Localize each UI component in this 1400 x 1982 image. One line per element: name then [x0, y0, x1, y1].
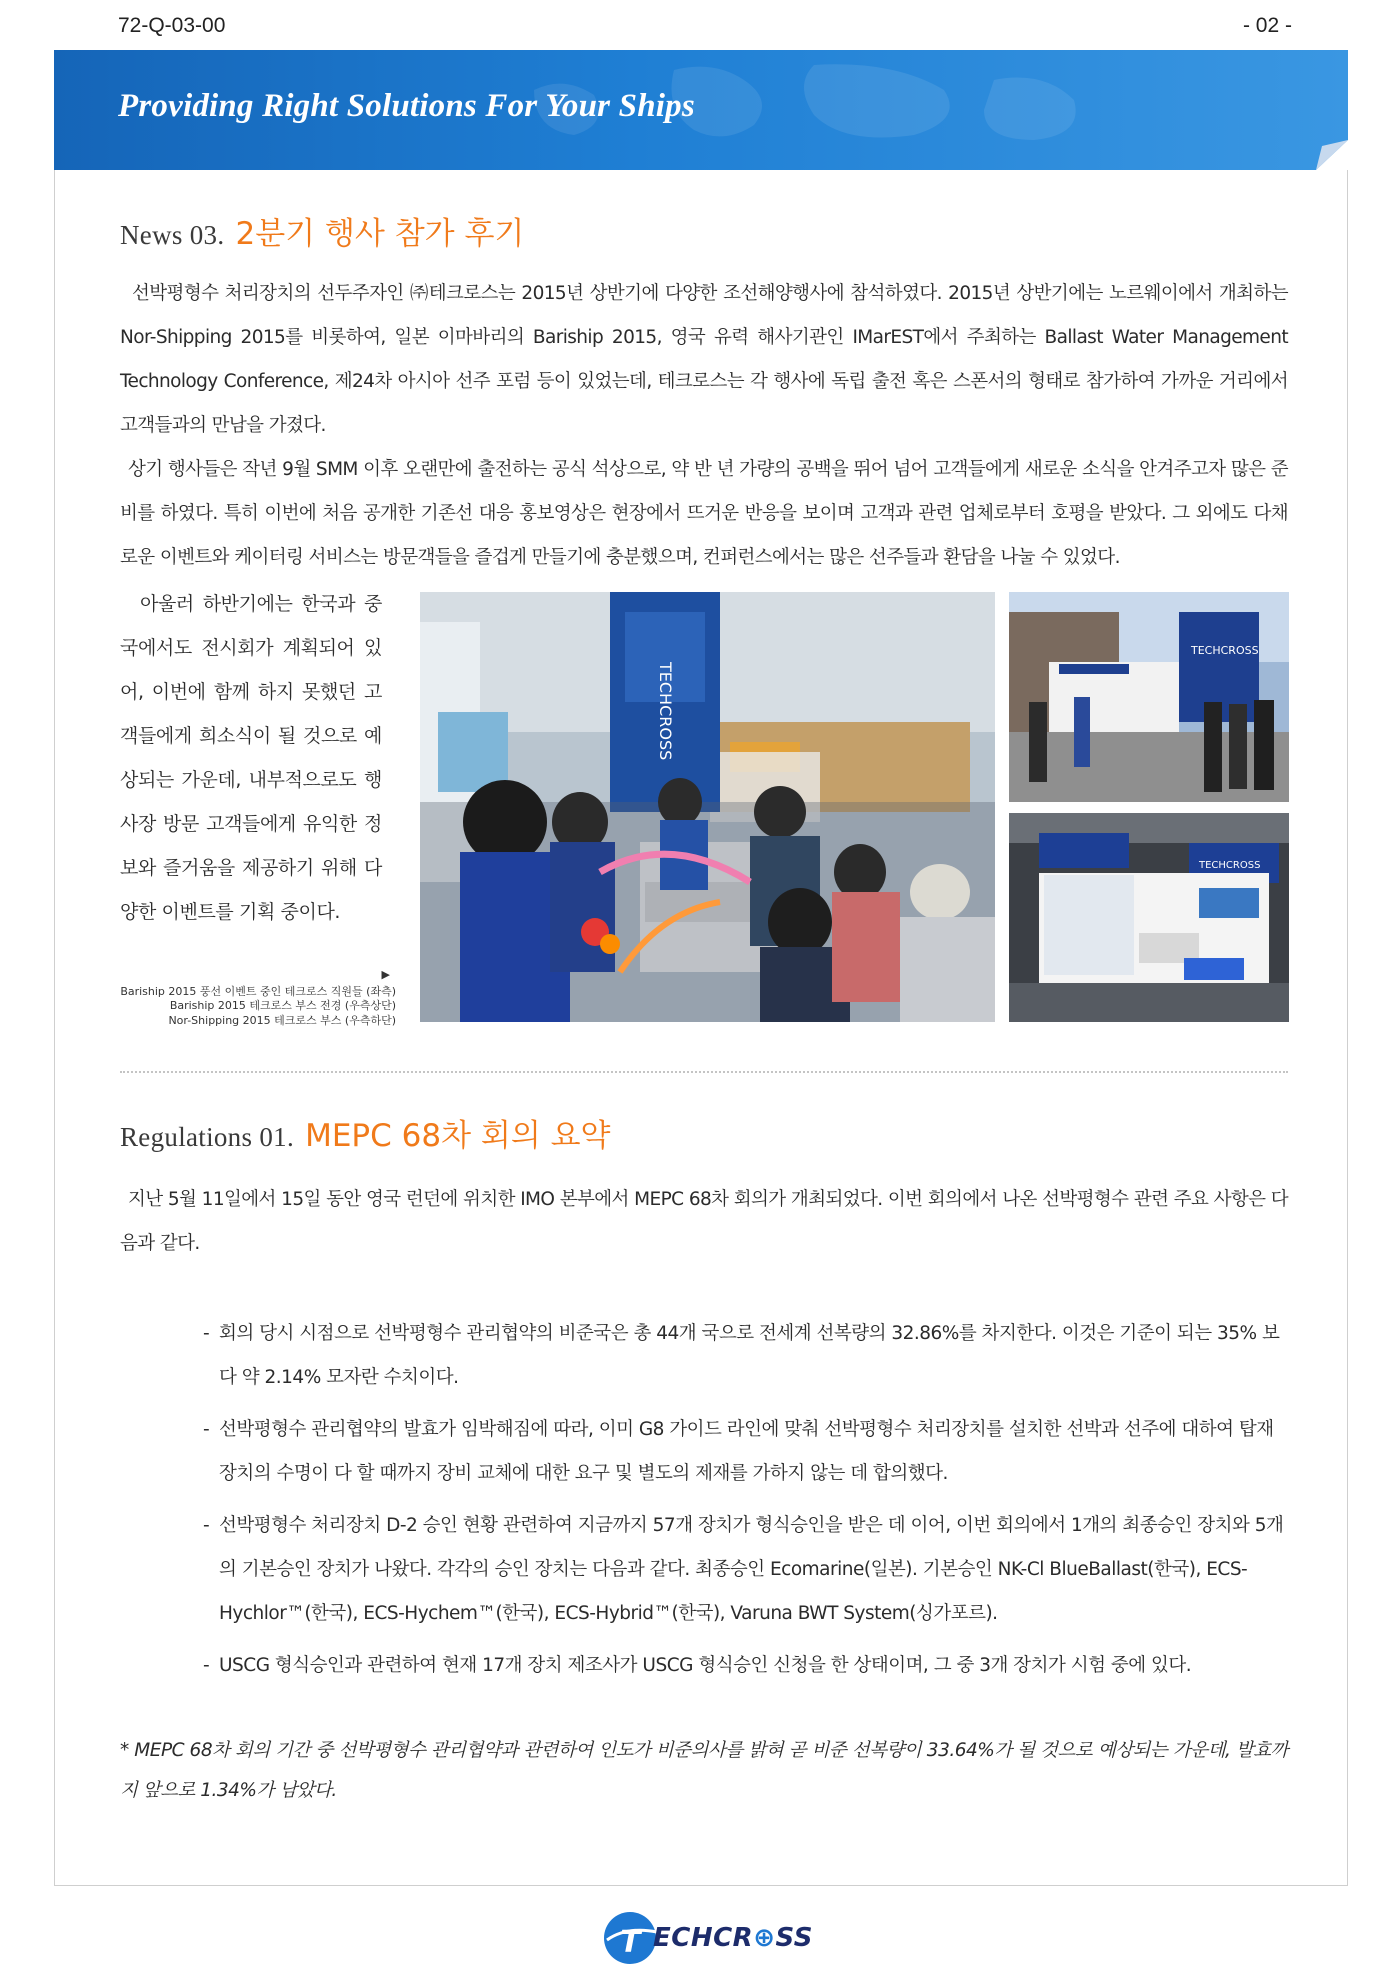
logo-wordmark	[653, 1923, 813, 1953]
techcross-logo	[603, 1910, 813, 1966]
bullet-text-3: 선박평형수 처리장치 D-2 승인 현황 관련하여 지금까지 57개 장치가 형식승인을 받은 데 이어, 이번 회의에서 1개의 최종승인 장치와 5개의 기본승인 장치가 나왔다. 각각의 승인 장치는 다음과 같다. 최종승인 Ecomarine(일본). 기본승인 NK-Cl BlueBallast(한국), ECS-Hychlor™(한국), ECS-Hychem™(한국), ECS-Hybrid™(한국), Varuna BWT System(싱가포르).	[219, 1515, 1284, 1624]
list-item	[203, 1408, 1288, 1496]
photo-norshipping-booth	[1009, 813, 1289, 1022]
booth-sign-text-3: TECHCROSS	[1199, 860, 1261, 871]
news-title: 2분기 행사 참가 후기	[235, 216, 525, 252]
bullet-marker: -	[203, 1515, 210, 1536]
header-banner	[54, 50, 1348, 170]
caption-line-1: Bariship 2015 풍선 이벤트 중인 테크로스 직원들 (좌측)	[120, 984, 396, 998]
logo-word-main: ECHCR	[653, 1923, 754, 1953]
logo-o-icon: ⊕	[753, 1923, 776, 1953]
caption-arrow-icon: ▶	[381, 968, 390, 981]
bullet-marker: -	[203, 1419, 210, 1440]
bullet-text-4: USCG 형식승인과 관련하여 현재 17개 장치 제조사가 USCG 형식승인 신청을 한 상태이며, 그 중 3개 장치가 시험 중에 있다.	[219, 1655, 1192, 1676]
caption-line-3: Nor-Shipping 2015 테크로스 부스 (우측하단)	[168, 1013, 396, 1027]
photo-bariship-balloon-event	[420, 592, 995, 1022]
regulations-note: * MEPC 68차 회의 기간 중 선박평형수 관리협약과 관련하여 인도가 비준의사를 밝혀 곧 비준 선복량이 33.64%가 될 것으로 예상되는 가운데, 발효까지 앞으로 1.34%가 남았다.	[120, 1740, 1288, 1801]
logo-word-tail: SS	[775, 1923, 814, 1953]
caption-line-2: Bariship 2015 테크로스 부스 전경 (우측상단)	[169, 999, 396, 1012]
logo-letter: T	[620, 1925, 641, 1960]
page-curl-icon	[1316, 140, 1348, 170]
regulations-bullet-list	[203, 1312, 1288, 1696]
regulations-heading	[120, 1110, 611, 1155]
bullet-marker: -	[203, 1655, 210, 1676]
regulations-intro: 지난 5월 11일에서 15일 동안 영국 런던에 위치한 IMO 본부에서 MEPC 68차 회의가 개최되었다. 이번 회의에서 나온 선박평형수 관련 주요 사항은 다음과 같다.	[120, 1189, 1288, 1254]
page-number: - 02 -	[1242, 14, 1292, 37]
bullet-text-2: 선박평형수 관리협약의 발효가 임박해짐에 따라, 이미 G8 가이드 라인에 맞춰 선박평형수 처리장치를 설치한 선박과 선주에 대하여 탑재 장치의 수명이 다 할 때까지 장비 교체에 대한 요구 및 별도의 제재를 가하지 않는 데 합의했다.	[219, 1419, 1274, 1484]
list-item	[203, 1312, 1288, 1400]
bullet-text-1: 회의 당시 시점으로 선박평형수 관리협약의 비준국은 총 44개 국으로 전세계 선복량의 32.86%를 차지한다. 이것은 기준이 되는 35% 보다 약 2.14% 모자란 수치이다.	[219, 1323, 1280, 1388]
news-paragraph-1: 선박평형수 처리장치의 선두주자인 ㈜테크로스는 2015년 상반기에 다양한 조선해양행사에 참석하였다. 2015년 상반기에는 노르웨이에서 개최하는 Nor-Shipping 2015를 비롯하여, 일본 이마바리의 Bariship 2015, 영국 유력 해사기관인 IMarEST에서 주최하는 Ballast Water Management Technology Conference, 제24차 아시아 선주 포럼 등이 있었는데, 테크로스는 각 행사에 독립 출전 혹은 스폰서의 형태로 참가하여 가까운 거리에서 고객들과의 만남을 가졌다.	[120, 283, 1288, 436]
news-paragraph-3: 아울러 하반기에는 한국과 중국에서도 전시회가 계획되어 있어, 이번에 함께 하지 못했던 고객들에게 희소식이 될 것으로 예상되는 가운데, 내부적으로도 행사장 방문 고객들에게 유익한 정보와 즐거움을 제공하기 위해 다양한 이벤트를 기획 중이다.	[120, 593, 382, 923]
banner-title: Providing Right Solutions For Your Ships	[118, 88, 695, 124]
booth-sign-text-2: TECHCROSS	[1191, 644, 1259, 657]
bullet-marker: -	[203, 1323, 210, 1344]
news-paragraph-2: 상기 행사들은 작년 9월 SMM 이후 오랜만에 출전하는 공식 석상으로, 약 반 년 가량의 공백을 뛰어 넘어 고객들에게 새로운 소식을 안겨주고자 많은 준비를 하였다. 특히 이번에 처음 공개한 기존선 대응 홍보영상은 현장에서 뜨거운 반응을 보이며 고객과 관련 업체로부터 호평을 받았다. 그 외에도 다채로운 이벤트와 케이터링 서비스는 방문객들을 즐겁게 만들기에 충분했으며, 컨퍼런스에서는 많은 선주들과 환담을 나눌 수 있었다.	[120, 459, 1288, 568]
photo-caption	[96, 968, 396, 1028]
list-item	[203, 1644, 1288, 1688]
regulations-label: Regulations 01.	[120, 1122, 294, 1152]
list-item	[203, 1504, 1288, 1636]
regulations-title: MEPC 68차 회의 요약	[305, 1118, 611, 1154]
photo-bariship-booth	[1009, 592, 1289, 802]
news-label: News 03.	[120, 220, 225, 250]
booth-sign-text: TECHCROSS	[656, 662, 675, 761]
news-heading	[120, 208, 524, 253]
section-divider	[120, 1071, 1288, 1073]
document-code: 72-Q-03-00	[118, 14, 226, 37]
